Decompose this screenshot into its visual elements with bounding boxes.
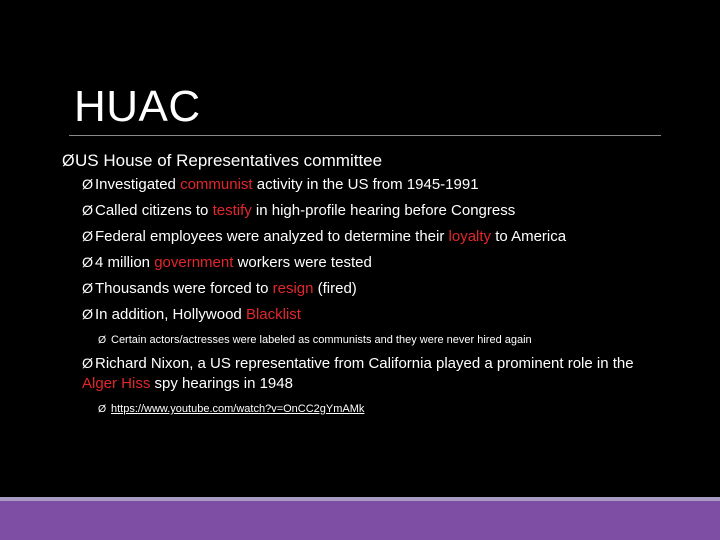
sub-bullet-loyalty <box>62 224 662 250</box>
sub-bullet-blacklist <box>62 302 662 328</box>
sub-bullet-text: (fired) <box>313 280 357 297</box>
sub-bullet-text: Investigated <box>95 176 181 193</box>
highlight-text: Blacklist <box>245 306 301 323</box>
highlight-text: testify <box>212 202 252 219</box>
sub-bullet-text: Thousands were forced to <box>95 280 273 297</box>
highlight-text: communist <box>180 176 253 193</box>
main-bullet <box>62 150 662 172</box>
arrow-bullet-icon: Ø <box>82 255 94 271</box>
main-bullet-text: US House of Representatives committee <box>75 151 383 170</box>
footer-bar <box>0 497 720 540</box>
sub-bullet-text: activity in the US from 1945-1991 <box>252 176 479 193</box>
highlight-text: government <box>154 254 234 271</box>
arrow-bullet-icon: Ø <box>62 152 75 170</box>
sub-bullet-text: Federal employees were analyzed to determine their <box>95 228 449 245</box>
youtube-link[interactable]: https://www.youtube.com/watch?v=OnCC2gYmAMk <box>111 403 365 415</box>
blacklist-note <box>62 330 662 351</box>
sub-bullet-government <box>62 250 662 276</box>
arrow-bullet-icon: Ø <box>82 307 94 323</box>
sub-bullet-text: to America <box>491 228 567 245</box>
arrow-bullet-icon: Ø <box>82 229 94 245</box>
arrow-bullet-icon: Ø <box>98 335 107 346</box>
slide-title: HUAC <box>74 82 201 131</box>
sub-bullet-text: in high-profile hearing before Congress <box>251 202 516 219</box>
bullet-list <box>62 150 662 420</box>
arrow-bullet-icon: Ø <box>82 203 94 219</box>
arrow-bullet-icon: Ø <box>82 281 94 297</box>
sub-bullet-resign <box>62 276 662 302</box>
highlight-text: Alger Hiss <box>82 375 151 392</box>
arrow-bullet-icon: Ø <box>82 356 94 372</box>
sub-bullet-text: Richard Nixon, a US representative from California played a prominent role in the <box>95 355 634 372</box>
video-link-row <box>62 399 662 420</box>
sub-bullet-nixon <box>62 354 662 393</box>
title-divider <box>69 135 661 136</box>
sub-bullet-text: Called citizens to <box>95 202 213 219</box>
sub-bullet-text: workers were tested <box>233 254 372 271</box>
sub-bullet-communist <box>62 172 662 198</box>
arrow-bullet-icon: Ø <box>98 404 107 415</box>
highlight-text: loyalty <box>448 228 492 245</box>
highlight-text: resign <box>272 280 314 297</box>
note-text: Certain actors/actresses were labeled as communists and they were never hired again <box>111 334 532 346</box>
sub-bullet-text: 4 million <box>95 254 155 271</box>
sub-bullet-testify <box>62 198 662 224</box>
sub-bullet-text: In addition, Hollywood <box>95 306 246 323</box>
sub-bullet-text: spy hearings in 1948 <box>150 375 293 392</box>
arrow-bullet-icon: Ø <box>82 177 94 193</box>
